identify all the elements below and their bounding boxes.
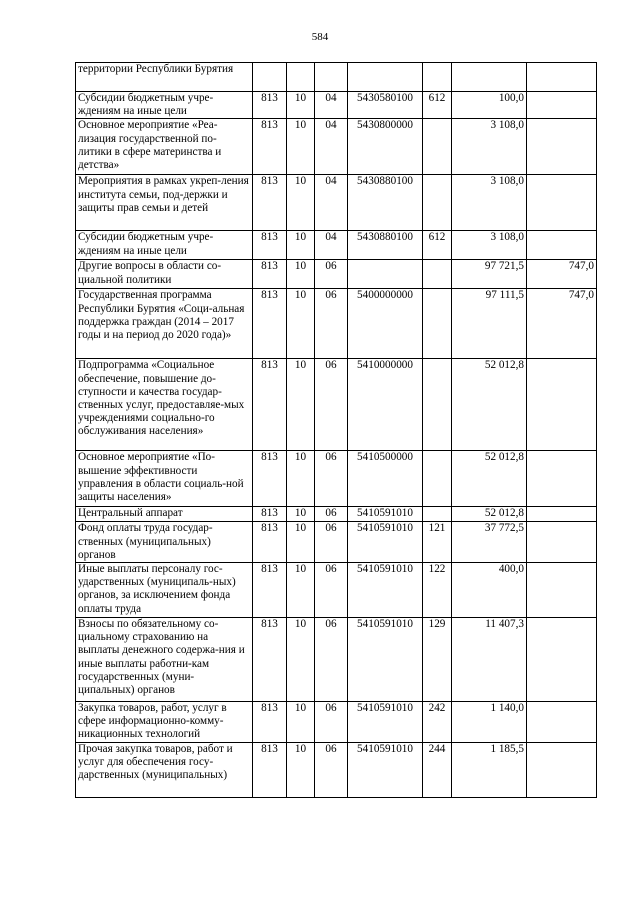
amount-cell: 3 108,0 bbox=[452, 175, 527, 231]
amount-cell: 3 108,0 bbox=[452, 119, 527, 175]
table-row bbox=[76, 63, 597, 92]
row-name-cell: Закупка товаров, работ, услуг в сфере информационно-комму-никационных технологий bbox=[76, 702, 253, 743]
row-name-cell: территории Республики Бурятия bbox=[76, 63, 253, 92]
row-name-cell: Подпрограмма «Социальное обеспечение, повышение до-ступности и качества государ-ственных услуг, предоставляе-мых учреждениями социально-го обслуживания населения» bbox=[76, 359, 253, 451]
target-code-cell: 5410500000 bbox=[348, 451, 423, 507]
ministry-code-cell: 813 bbox=[253, 563, 287, 618]
row-name-cell: Иные выплаты персоналу гос-ударственных (муниципаль-ных) органов, за исключением фонда оплаты труда bbox=[76, 563, 253, 618]
section-code-cell: 10 bbox=[287, 175, 315, 231]
amount-cell: 400,0 bbox=[452, 563, 527, 618]
ministry-code-cell: 813 bbox=[253, 359, 287, 451]
expense-type-cell bbox=[423, 175, 452, 231]
expense-type-cell bbox=[423, 260, 452, 289]
ministry-code-cell: 813 bbox=[253, 175, 287, 231]
target-code-cell: 5410591010 bbox=[348, 522, 423, 563]
section-code-cell: 10 bbox=[287, 507, 315, 522]
target-code-cell: 5430880100 bbox=[348, 231, 423, 260]
amount-cell: 11 407,3 bbox=[452, 618, 527, 702]
section-code-cell: 10 bbox=[287, 742, 315, 797]
section-code-cell: 10 bbox=[287, 359, 315, 451]
table-row bbox=[76, 289, 597, 359]
table-row bbox=[76, 507, 597, 522]
amount-extra-cell bbox=[527, 119, 597, 175]
subsection-code-cell: 04 bbox=[315, 92, 348, 119]
ministry-code-cell: 813 bbox=[253, 618, 287, 702]
page-number: 584 bbox=[311, 31, 329, 43]
ministry-code-cell: 813 bbox=[253, 119, 287, 175]
amount-extra-cell bbox=[527, 522, 597, 563]
section-code-cell: 10 bbox=[287, 451, 315, 507]
table-row bbox=[76, 260, 597, 289]
expense-type-cell: 612 bbox=[423, 92, 452, 119]
table-row bbox=[76, 522, 597, 563]
subsection-code-cell: 04 bbox=[315, 119, 348, 175]
table-row bbox=[76, 359, 597, 451]
subsection-code-cell: 04 bbox=[315, 231, 348, 260]
section-code-cell: 10 bbox=[287, 522, 315, 563]
amount-cell: 1 185,5 bbox=[452, 742, 527, 797]
section-code-cell: 10 bbox=[287, 289, 315, 359]
subsection-code-cell bbox=[315, 63, 348, 92]
row-name-cell: Мероприятия в рамках укреп-ления института семьи, под-держки и защиты прав семьи и детей bbox=[76, 175, 253, 231]
row-name-cell: Субсидии бюджетным учре-ждениям на иные цели bbox=[76, 231, 253, 260]
subsection-code-cell: 06 bbox=[315, 451, 348, 507]
amount-extra-cell bbox=[527, 742, 597, 797]
amount-cell: 1 140,0 bbox=[452, 702, 527, 743]
subsection-code-cell: 06 bbox=[315, 359, 348, 451]
row-name-cell: Другие вопросы в области со-циальной политики bbox=[76, 260, 253, 289]
amount-cell: 3 108,0 bbox=[452, 231, 527, 260]
amount-cell: 37 772,5 bbox=[452, 522, 527, 563]
row-name-cell: Прочая закупка товаров, работ и услуг для обеспечения госу-дарственных (муниципальных) bbox=[76, 742, 253, 797]
subsection-code-cell: 06 bbox=[315, 507, 348, 522]
amount-extra-cell bbox=[527, 359, 597, 451]
ministry-code-cell: 813 bbox=[253, 451, 287, 507]
table-row bbox=[76, 231, 597, 260]
section-code-cell bbox=[287, 63, 315, 92]
ministry-code-cell bbox=[253, 63, 287, 92]
table-row bbox=[76, 742, 597, 797]
table-row bbox=[76, 92, 597, 119]
target-code-cell: 5410591010 bbox=[348, 507, 423, 522]
table-row bbox=[76, 119, 597, 175]
ministry-code-cell: 813 bbox=[253, 231, 287, 260]
ministry-code-cell: 813 bbox=[253, 92, 287, 119]
expense-type-cell: 244 bbox=[423, 742, 452, 797]
amount-extra-cell bbox=[527, 63, 597, 92]
row-name-cell: Фонд оплаты труда государ-ственных (муниципальных) органов bbox=[76, 522, 253, 563]
table-row bbox=[76, 451, 597, 507]
ministry-code-cell: 813 bbox=[253, 507, 287, 522]
expense-type-cell: 242 bbox=[423, 702, 452, 743]
target-code-cell: 5410000000 bbox=[348, 359, 423, 451]
table-row bbox=[76, 563, 597, 618]
row-name-cell: Субсидии бюджетным учре-ждениям на иные цели bbox=[76, 92, 253, 119]
section-code-cell: 10 bbox=[287, 92, 315, 119]
target-code-cell: 5410591010 bbox=[348, 563, 423, 618]
amount-cell: 52 012,8 bbox=[452, 507, 527, 522]
amount-extra-cell bbox=[527, 702, 597, 743]
expense-type-cell: 122 bbox=[423, 563, 452, 618]
section-code-cell: 10 bbox=[287, 231, 315, 260]
row-name-cell: Основное мероприятие «По-вышение эффективности управления в области социаль-ной защиты населения» bbox=[76, 451, 253, 507]
target-code-cell: 5430580100 bbox=[348, 92, 423, 119]
amount-extra-cell bbox=[527, 175, 597, 231]
table-row bbox=[76, 618, 597, 702]
target-code-cell: 5410591010 bbox=[348, 702, 423, 743]
target-code-cell bbox=[348, 63, 423, 92]
subsection-code-cell: 06 bbox=[315, 742, 348, 797]
budget-table bbox=[75, 62, 597, 798]
section-code-cell: 10 bbox=[287, 563, 315, 618]
target-code-cell: 5410591010 bbox=[348, 742, 423, 797]
subsection-code-cell: 06 bbox=[315, 702, 348, 743]
subsection-code-cell: 04 bbox=[315, 175, 348, 231]
section-code-cell: 10 bbox=[287, 119, 315, 175]
amount-extra-cell: 747,0 bbox=[527, 260, 597, 289]
ministry-code-cell: 813 bbox=[253, 289, 287, 359]
section-code-cell: 10 bbox=[287, 618, 315, 702]
amount-extra-cell: 747,0 bbox=[527, 289, 597, 359]
amount-extra-cell bbox=[527, 563, 597, 618]
expense-type-cell: 129 bbox=[423, 618, 452, 702]
amount-extra-cell bbox=[527, 507, 597, 522]
target-code-cell: 5430800000 bbox=[348, 119, 423, 175]
expense-type-cell: 612 bbox=[423, 231, 452, 260]
table-row bbox=[76, 175, 597, 231]
target-code-cell: 5410591010 bbox=[348, 618, 423, 702]
expense-type-cell bbox=[423, 63, 452, 92]
subsection-code-cell: 06 bbox=[315, 260, 348, 289]
expense-type-cell bbox=[423, 289, 452, 359]
row-name-cell: Взносы по обязательному со-циальному страхованию на выплаты денежного содержа-ния и иные выплаты работни-кам государственных (муни-ципальных) органов bbox=[76, 618, 253, 702]
expense-type-cell bbox=[423, 451, 452, 507]
amount-cell: 97 111,5 bbox=[452, 289, 527, 359]
subsection-code-cell: 06 bbox=[315, 618, 348, 702]
section-code-cell: 10 bbox=[287, 702, 315, 743]
amount-cell: 52 012,8 bbox=[452, 359, 527, 451]
amount-extra-cell bbox=[527, 451, 597, 507]
row-name-cell: Государственная программа Республики Бурятия «Соци-альная поддержка граждан (2014 – 2017 годы и на период до 2020 года)» bbox=[76, 289, 253, 359]
ministry-code-cell: 813 bbox=[253, 260, 287, 289]
subsection-code-cell: 06 bbox=[315, 563, 348, 618]
amount-extra-cell bbox=[527, 92, 597, 119]
target-code-cell bbox=[348, 260, 423, 289]
amount-cell: 52 012,8 bbox=[452, 451, 527, 507]
section-code-cell: 10 bbox=[287, 260, 315, 289]
expense-type-cell bbox=[423, 119, 452, 175]
amount-extra-cell bbox=[527, 618, 597, 702]
expense-type-cell: 121 bbox=[423, 522, 452, 563]
amount-cell: 100,0 bbox=[452, 92, 527, 119]
subsection-code-cell: 06 bbox=[315, 522, 348, 563]
row-name-cell: Основное мероприятие «Реа-лизация государственной по-литики в сфере материнства и детства» bbox=[76, 119, 253, 175]
ministry-code-cell: 813 bbox=[253, 522, 287, 563]
amount-cell bbox=[452, 63, 527, 92]
target-code-cell: 5430880100 bbox=[348, 175, 423, 231]
subsection-code-cell: 06 bbox=[315, 289, 348, 359]
row-name-cell: Центральный аппарат bbox=[76, 507, 253, 522]
expense-type-cell bbox=[423, 359, 452, 451]
ministry-code-cell: 813 bbox=[253, 742, 287, 797]
amount-cell: 97 721,5 bbox=[452, 260, 527, 289]
ministry-code-cell: 813 bbox=[253, 702, 287, 743]
expense-type-cell bbox=[423, 507, 452, 522]
table-row bbox=[76, 702, 597, 743]
target-code-cell: 5400000000 bbox=[348, 289, 423, 359]
amount-extra-cell bbox=[527, 231, 597, 260]
